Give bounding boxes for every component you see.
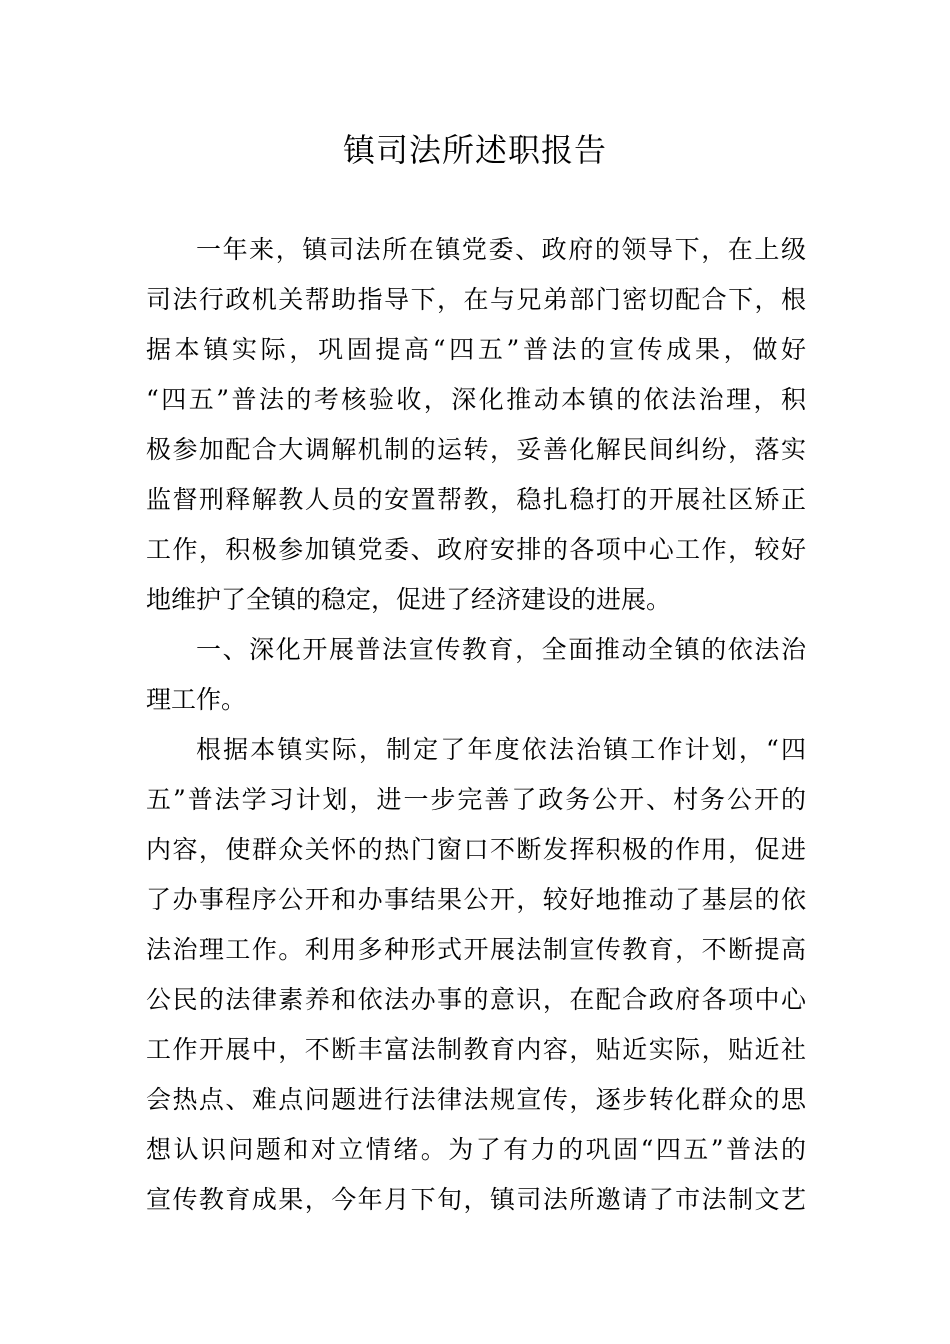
section-heading-line: 一、深化开展普法宣传教育，全面推动全镇的依法治 (196, 635, 806, 664)
body-line: 内容，使群众关怀的热门窗口不断发挥积极的作用，促进 (146, 835, 806, 864)
body-line: 会热点、难点问题进行法律法规宣传，逐步转化群众的思 (146, 1085, 806, 1114)
body-line: 宣传教育成果，今年月下旬，镇司法所邀请了市法制文艺 (146, 1185, 806, 1214)
body-line: 工作开展中，不断丰富法制教育内容，贴近实际，贴近社 (146, 1035, 806, 1064)
section-heading-line: 理工作。 (146, 685, 247, 714)
body-line: 五”普法学习计划，进一步完善了政务公开、村务公开的 (146, 785, 806, 814)
body-line: 法治理工作。利用多种形式开展法制宣传教育，不断提高 (146, 935, 806, 964)
body-line: 据本镇实际，巩固提高“四五”普法的宣传成果，做好 (146, 335, 806, 364)
body-line: 了办事程序公开和办事结果公开，较好地推动了基层的依 (146, 885, 806, 914)
body-line: 地维护了全镇的稳定，促进了经济建设的进展。 (146, 585, 672, 614)
body-line: 根据本镇实际，制定了年度依法治镇工作计划，“四 (196, 735, 806, 764)
body-line: 公民的法律素养和依法办事的意识，在配合政府各项中心 (146, 985, 806, 1014)
body-line: 工作，积极参加镇党委、政府安排的各项中心工作，较好 (146, 535, 806, 564)
body-line: 想认识问题和对立情绪。为了有力的巩固“四五”普法的 (146, 1135, 806, 1164)
body-line: 极参加配合大调解机制的运转，妥善化解民间纠纷，落实 (146, 435, 806, 464)
body-line: “四五”普法的考核验收，深化推动本镇的依法治理，积 (146, 385, 806, 414)
body-line: 监督刑释解教人员的安置帮教，稳扎稳打的开展社区矫正 (146, 485, 806, 514)
body-line: 一年来，镇司法所在镇党委、政府的领导下，在上级 (196, 235, 806, 264)
body-line: 司法行政机关帮助指导下，在与兄弟部门密切配合下，根 (146, 285, 806, 314)
document-body (146, 225, 806, 1225)
document-title: 镇司法所述职报告 (342, 131, 607, 169)
